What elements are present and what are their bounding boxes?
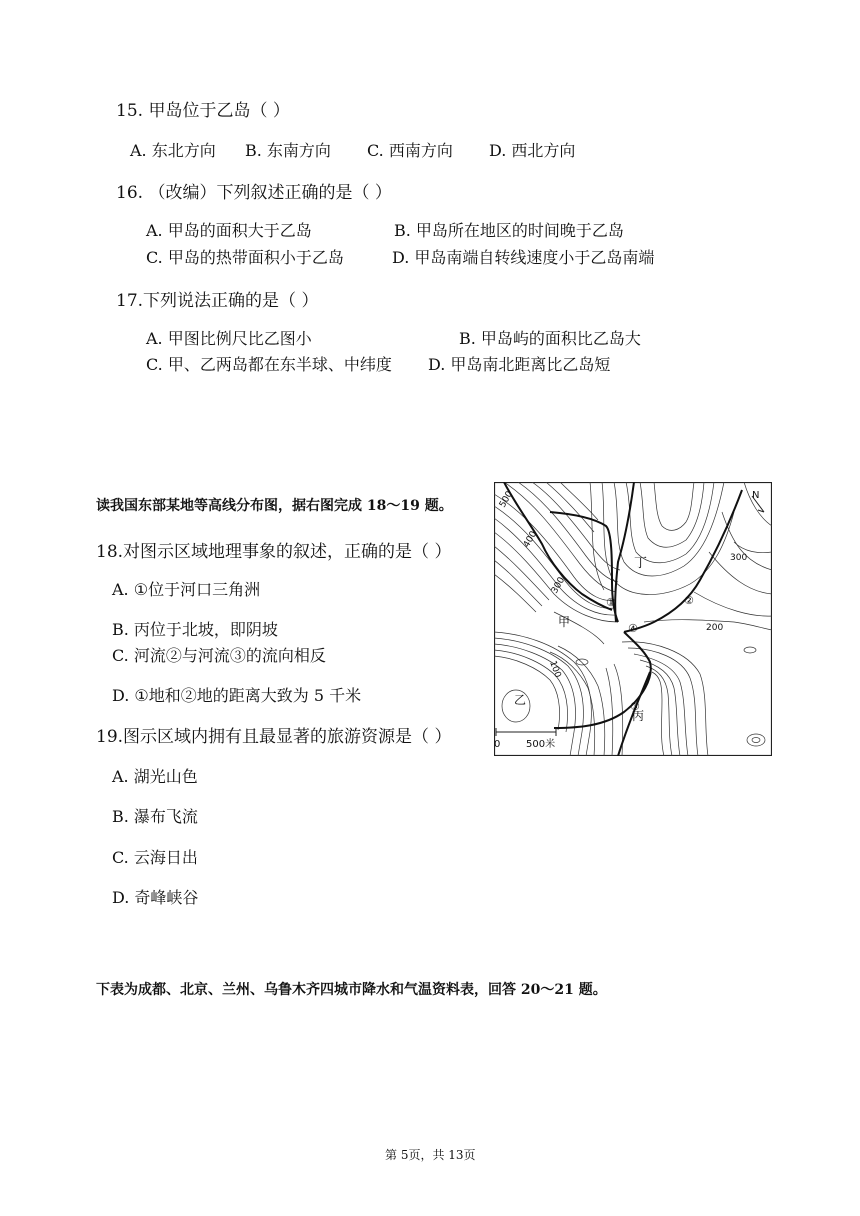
label-scale-0: 0 <box>494 739 501 750</box>
q16-option-d: D. 甲岛南端自转线速度小于乙岛南端 <box>392 248 655 267</box>
q17-option-a: A. 甲图比例尺比乙图小 <box>146 329 312 348</box>
q17-stem: 17.下列说法正确的是（ ） <box>116 291 319 311</box>
q15-stem: 15. 甲岛位于乙岛（ ） <box>116 101 290 121</box>
label-contour-100: 100 <box>547 659 563 680</box>
label-scale-500: 500米 <box>526 739 556 750</box>
label-bing: 丙 <box>632 709 645 723</box>
q19-option-d: D. 奇峰峡谷 <box>112 888 199 907</box>
label-point-3: ③ <box>630 700 640 713</box>
q19-option-b: B. 瀑布飞流 <box>112 807 198 826</box>
q16-option-c: C. 甲岛的热带面积小于乙岛 <box>146 248 344 267</box>
q16-option-a: A. 甲岛的面积大于乙岛 <box>146 221 312 240</box>
intro-18-19: 读我国东部某地等高线分布图，据右图完成 18～19 题。 <box>96 498 453 514</box>
q15-option-c: C. 西南方向 <box>367 141 453 160</box>
label-contour-200: 200 <box>706 623 724 633</box>
q15-option-d: D. 西北方向 <box>489 141 576 160</box>
intro-20-21: 下表为成都、北京、兰州、乌鲁木齐四城市降水和气温资料表，回答 20～21 题。 <box>96 982 607 998</box>
q19-option-c: C. 云海日出 <box>112 848 198 867</box>
page-footer: 第 5页，共 13页 <box>385 1148 476 1162</box>
label-jia: 甲 <box>558 615 571 629</box>
q18-stem: 18.对图示区域地理事象的叙述，正确的是（ ） <box>96 542 452 562</box>
q17-option-c: C. 甲、乙两岛都在东半球、中纬度 <box>146 355 392 374</box>
label-contour-300-east: 300 <box>730 553 748 563</box>
q18-option-a: A. ①位于河口三角洲 <box>112 580 261 599</box>
q18-option-d: D. ①地和②地的距离大致为 5 千米 <box>112 686 362 705</box>
q15-option-a: A. 东北方向 <box>130 141 216 160</box>
label-contour-400: 400 <box>521 529 540 550</box>
label-point-4: ④ <box>628 622 638 635</box>
label-point-2: ② <box>684 594 694 607</box>
q15-option-b: B. 东南方向 <box>245 141 331 160</box>
q16-option-b: B. 甲岛所在地区的时间晚于乙岛 <box>394 221 624 240</box>
contour-map <box>494 482 772 756</box>
label-north: N <box>752 490 760 501</box>
label-point-1: ① <box>606 596 616 609</box>
q16-stem: 16. （改编）下列叙述正确的是（ ） <box>116 183 392 203</box>
label-contour-300-west: 300 <box>549 575 568 596</box>
q17-option-b: B. 甲岛屿的面积比乙岛大 <box>459 329 641 348</box>
label-yi: 乙 <box>514 693 527 707</box>
q18-option-c: C. 河流②与河流③的流向相反 <box>112 646 326 665</box>
q19-stem: 19.图示区域内拥有且最显著的旅游资源是（ ） <box>96 727 452 747</box>
q17-option-d: D. 甲岛南北距离比乙岛短 <box>428 355 611 374</box>
q18-option-b: B. 丙位于北坡，即阴坡 <box>112 620 278 639</box>
label-contour-500: 500 <box>497 489 516 510</box>
label-ding: 丁 <box>634 556 648 571</box>
q19-option-a: A. 湖光山色 <box>112 767 198 786</box>
